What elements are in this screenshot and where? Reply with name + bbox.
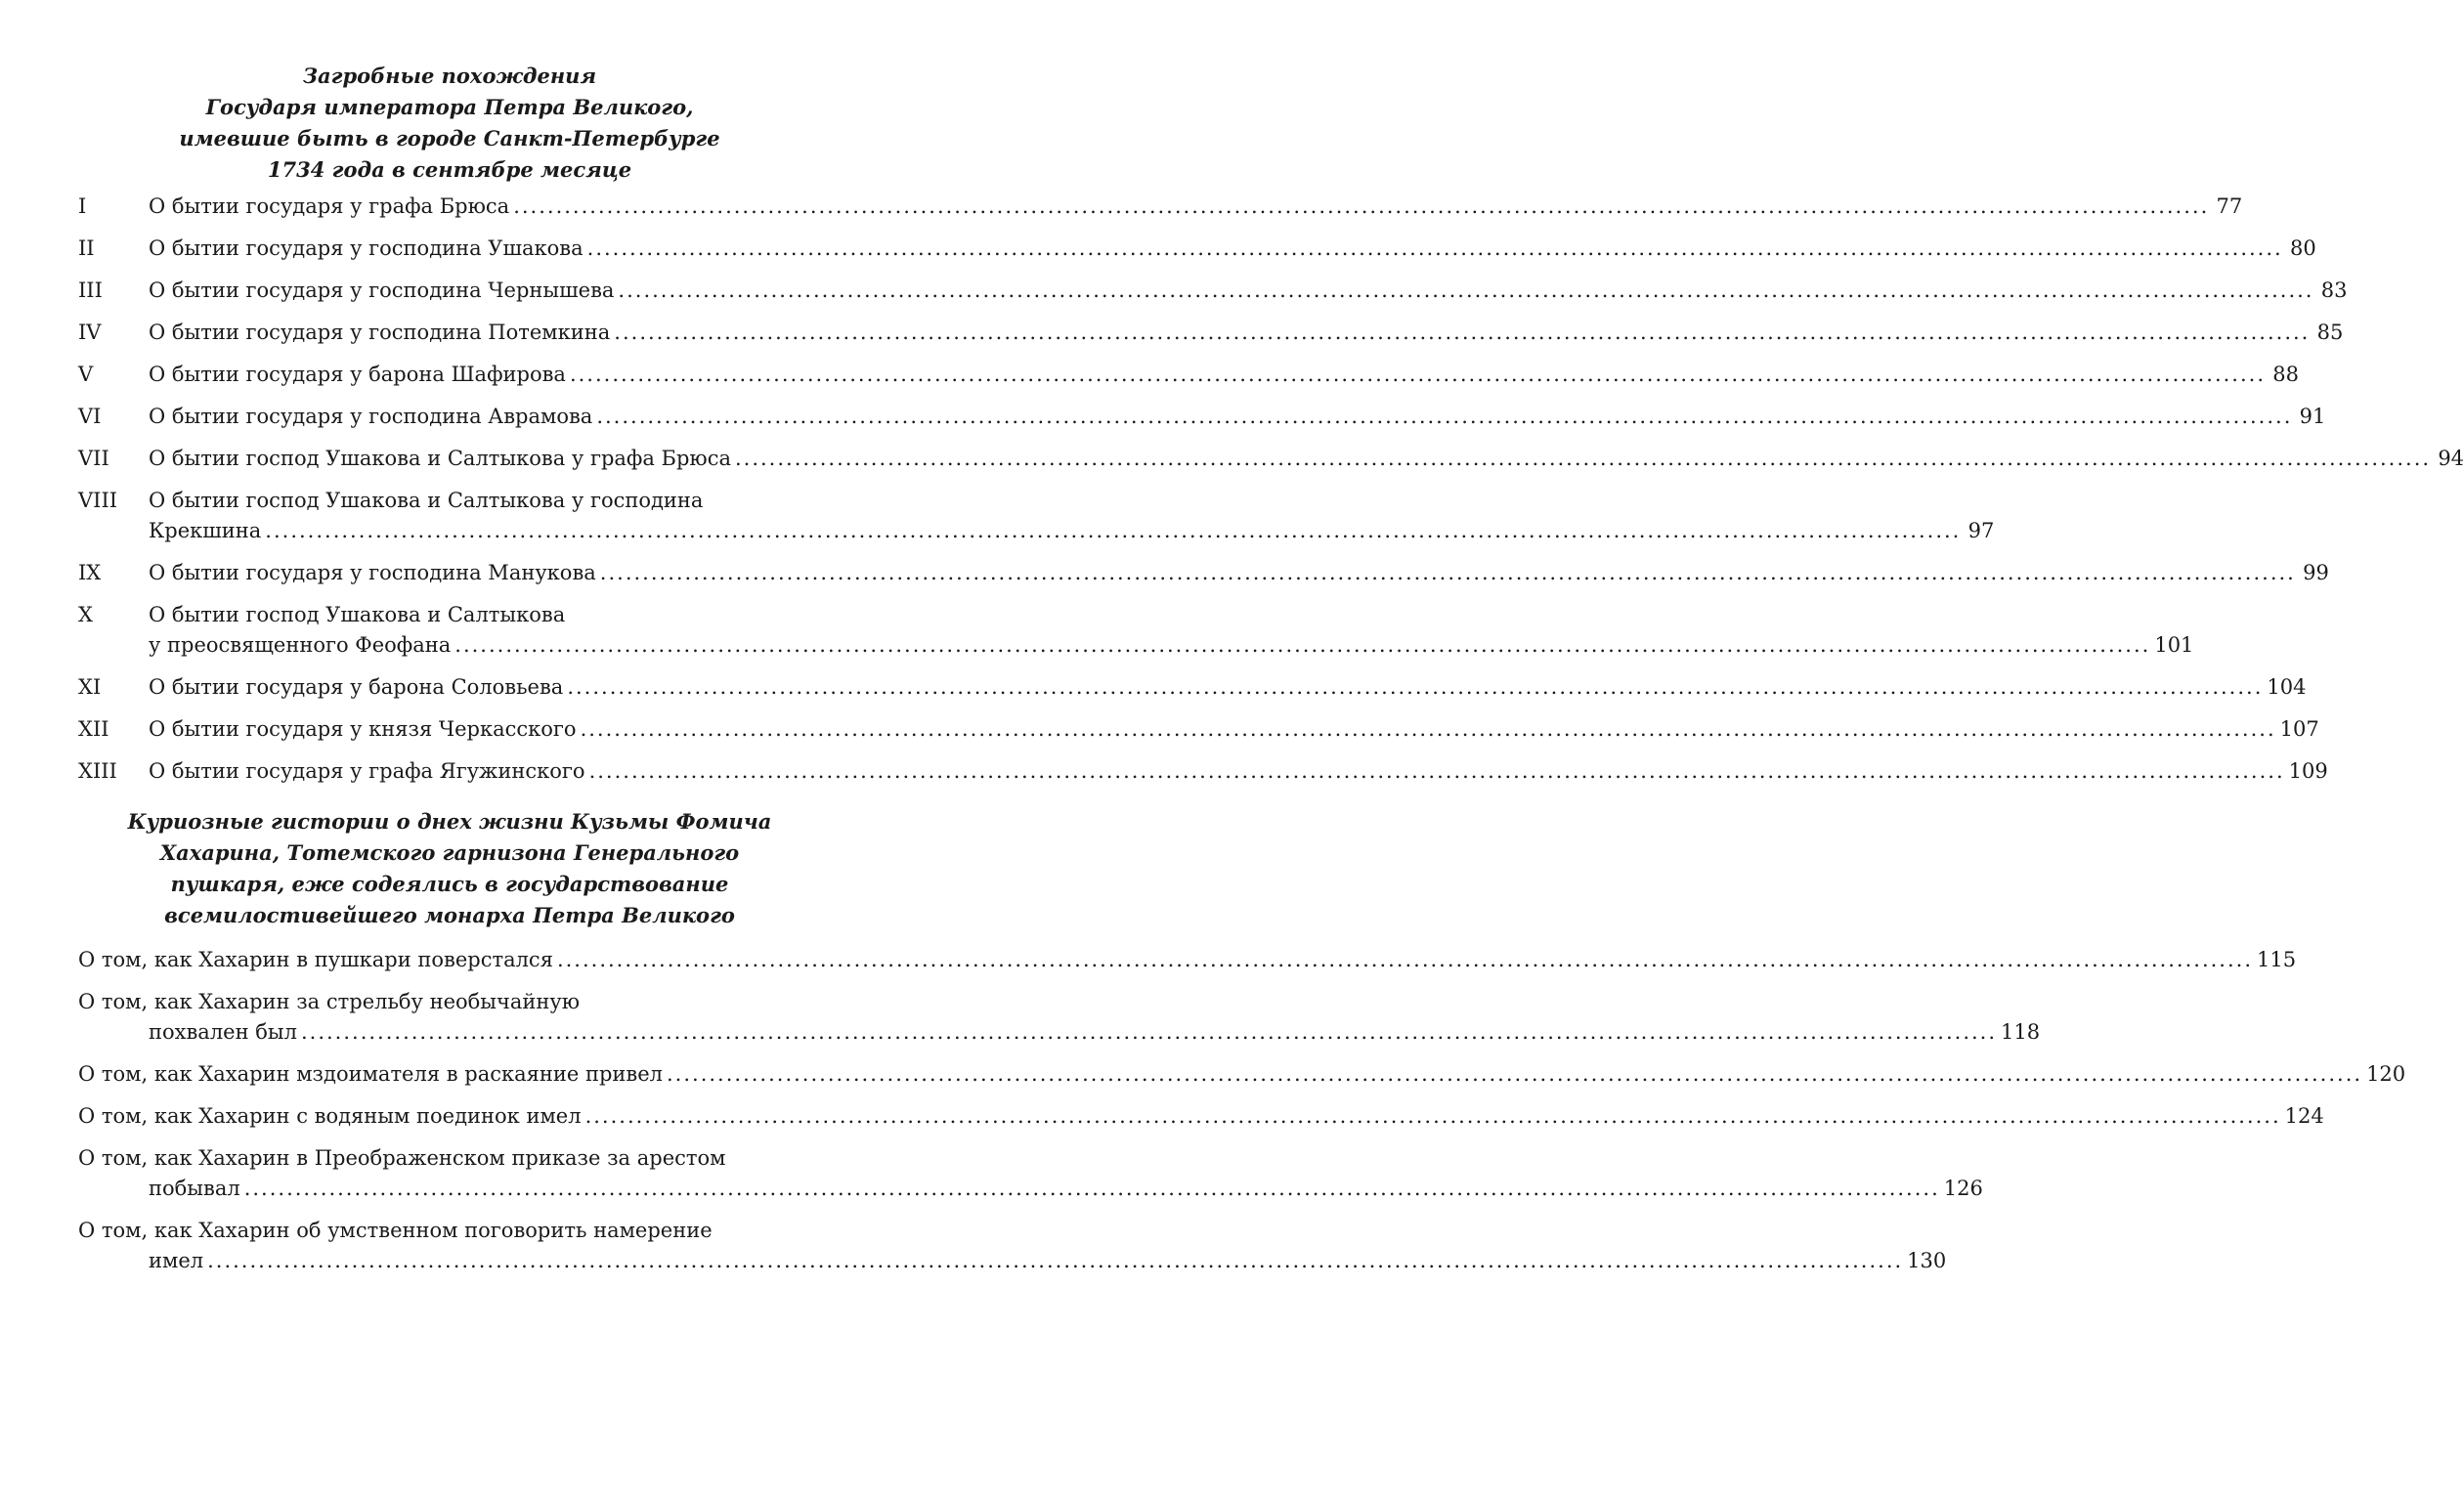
page-number: 124 [2284, 1104, 2324, 1128]
toc-entry-line [78, 945, 2297, 975]
toc-entry-body [149, 318, 2344, 348]
toc-entry-line [149, 234, 2316, 264]
toc-entry[interactable] [78, 1059, 2406, 1090]
toc-entry-body [149, 486, 1995, 546]
toc-entry-line [149, 558, 2329, 588]
section-2-contents-list [78, 945, 2406, 1276]
toc-entry-title: О бытии государя у графа Ягужинского [149, 759, 585, 783]
page-number: 130 [1907, 1249, 1947, 1272]
section-2-title-line: всемилостивейшего монарха Петра Великого [164, 903, 735, 927]
toc-entry[interactable] [78, 402, 2326, 432]
page-number: 80 [2289, 236, 2316, 260]
toc-entry[interactable] [78, 1216, 1947, 1276]
toc-entry-line [78, 1174, 1983, 1204]
dot-leader [585, 1101, 2281, 1132]
chapter-number: IV [78, 321, 102, 344]
section-1-title-line: имевшие быть в городе Санкт-Петербурге [179, 126, 720, 150]
toc-entry-body [78, 1101, 2324, 1132]
toc-entry-body [149, 600, 2194, 661]
toc-entry-title: О бытии государя у господина Ушакова [149, 236, 584, 260]
page-number: 88 [2272, 363, 2299, 386]
toc-entry-title: О бытии государя у барона Шафирова [149, 363, 566, 386]
toc-entry-line [149, 444, 2464, 474]
page-number: 83 [2320, 279, 2348, 302]
page-number: 85 [2316, 321, 2344, 344]
page-number: 126 [1943, 1177, 1983, 1200]
toc-entry-line [149, 756, 2328, 787]
dot-leader [618, 276, 2313, 306]
toc-entry[interactable] [78, 1101, 2324, 1132]
toc-entry-line [149, 630, 2194, 661]
toc-entry[interactable] [78, 192, 2243, 222]
toc-entry-body [149, 558, 2329, 588]
toc-entry-title: О том, как Хахарин с водяным поединок имел [78, 1104, 582, 1128]
toc-entry-body [149, 192, 2243, 222]
toc-entry-line [78, 1246, 1947, 1276]
dot-leader [557, 945, 2253, 975]
dot-leader [596, 402, 2292, 432]
section-1-title-line: Загробные похождения [302, 64, 597, 88]
toc-entry[interactable] [78, 945, 2297, 975]
chapter-number: V [78, 363, 94, 386]
toc-entry[interactable] [78, 600, 2194, 661]
toc-entry[interactable] [78, 234, 2316, 264]
toc-entry[interactable] [78, 276, 2348, 306]
toc-entry-body [149, 276, 2348, 306]
toc-entry-line [149, 276, 2348, 306]
dot-leader [244, 1174, 1940, 1204]
toc-entry-line [149, 360, 2299, 390]
dot-leader [570, 360, 2266, 390]
dot-leader [667, 1059, 2362, 1090]
toc-entry-title: О бытии государя у господина Чернышева [149, 279, 615, 302]
toc-entry-title: О бытии государя у господина Аврамова [149, 405, 593, 428]
toc-entry-title: имел [149, 1249, 204, 1272]
toc-entry-title-first-line: О том, как Хахарин об умственном поговорить намерение [78, 1219, 713, 1242]
toc-entry-line [78, 1101, 2324, 1132]
toc-entry-body [149, 672, 2307, 703]
toc-entry[interactable] [78, 318, 2344, 348]
dot-leader [587, 234, 2283, 264]
chapter-number: II [78, 236, 95, 260]
chapter-number: I [78, 194, 87, 218]
toc-entry[interactable] [78, 672, 2307, 703]
toc-entry-line [149, 714, 2319, 745]
chapter-number: XI [78, 675, 102, 699]
toc-entry-title: О бытии государя у князя Черкасского [149, 717, 577, 741]
page-number: 109 [2288, 759, 2328, 783]
chapter-number: X [78, 603, 93, 626]
toc-entry-title: у преосвященного Феофана [149, 633, 452, 657]
toc-entry-body [78, 987, 2041, 1048]
page-number: 77 [2216, 194, 2243, 218]
toc-entry-line [149, 672, 2307, 703]
toc-entry-body [78, 1216, 1947, 1276]
dot-leader [581, 714, 2276, 745]
toc-entry-title: О бытии государя у господина Манукова [149, 561, 596, 584]
toc-entry-body [149, 360, 2299, 390]
dot-leader [265, 516, 1961, 546]
toc-entry-body [78, 945, 2297, 975]
page-number: 91 [2299, 405, 2326, 428]
toc-entry-title: О том, как Хахарин в пушкари поверстался [78, 948, 553, 971]
toc-entry-title-first-line: О бытии господ Ушакова и Салтыкова у господина [149, 489, 704, 512]
toc-entry-body [78, 1143, 1983, 1204]
toc-entry-title: Крекшина [149, 519, 262, 542]
toc-entry[interactable] [78, 714, 2319, 745]
page-number: 107 [2279, 717, 2319, 741]
chapter-number: VII [78, 447, 109, 470]
page-number: 104 [2267, 675, 2307, 699]
section-1-title [78, 61, 821, 186]
toc-entry-body [149, 402, 2326, 432]
toc-entry-body [78, 1059, 2406, 1090]
section-1-title-line: Государя императора Петра Великого, [205, 95, 694, 119]
toc-entry-body [149, 714, 2319, 745]
chapter-number: XIII [78, 759, 117, 783]
toc-entry-line [149, 318, 2344, 348]
toc-entry-title-first-line: О бытии господ Ушакова и Салтыкова [149, 603, 566, 626]
toc-entry-line [149, 516, 1995, 546]
table-of-contents-page [78, 61, 2464, 1288]
page-number: 94 [2438, 447, 2464, 470]
dot-leader [567, 672, 2263, 703]
toc-entry-title-first-line: О том, как Хахарин в Преображенском приказе за арестом [78, 1146, 726, 1170]
chapter-number: XII [78, 717, 109, 741]
section-2-title-line: Куриозные гистории о днех жизни Кузьмы Фомича [127, 809, 772, 834]
toc-entry[interactable] [78, 558, 2329, 588]
toc-entry[interactable] [78, 1143, 1983, 1204]
dot-leader [513, 192, 2209, 222]
toc-entry[interactable] [78, 987, 2041, 1048]
page-number: 118 [2001, 1020, 2041, 1044]
dot-leader [454, 630, 2150, 661]
dot-leader [301, 1017, 1997, 1048]
section-2-title [78, 806, 821, 931]
toc-entry-title: побывал [149, 1177, 240, 1200]
toc-entry-line [149, 402, 2326, 432]
page-number: 97 [1967, 519, 1995, 542]
toc-entry-title-first-line: О том, как Хахарин за стрельбу необычайную [78, 990, 581, 1013]
toc-entry-line [149, 192, 2243, 222]
toc-entry[interactable] [78, 444, 2464, 474]
page-number: 99 [2303, 561, 2329, 584]
page-number: 101 [2154, 633, 2194, 657]
section-1-title-line: 1734 года в сентябре месяце [267, 157, 632, 182]
chapter-number: VI [78, 405, 102, 428]
toc-entry-title: О бытии государя у барона Соловьева [149, 675, 564, 699]
toc-entry-body [149, 756, 2328, 787]
toc-entry-title: О бытии государя у графа Брюса [149, 194, 510, 218]
dot-leader [735, 444, 2431, 474]
section-2-title-line: пушкаря, еже содеялись в государствование [170, 872, 729, 896]
chapter-number: VIII [78, 489, 118, 512]
dot-leader [589, 756, 2285, 787]
page-number: 115 [2257, 948, 2297, 971]
toc-entry-title: О том, как Хахарин мздоимателя в раскаяние привел [78, 1062, 663, 1086]
toc-entry-line [78, 1017, 2041, 1048]
chapter-number: III [78, 279, 103, 302]
dot-leader [207, 1246, 1903, 1276]
toc-entry-title: О бытии господ Ушакова и Салтыкова у графа Брюса [149, 447, 731, 470]
toc-entry[interactable] [78, 360, 2299, 390]
toc-entry-title: похвален был [149, 1020, 297, 1044]
toc-entry-body [149, 444, 2464, 474]
section-2-title-line: Хахарина, Тотемского гарнизона Генерального [159, 840, 740, 865]
toc-entry-line [78, 1059, 2406, 1090]
dot-leader [600, 558, 2296, 588]
page-number: 120 [2366, 1062, 2406, 1086]
chapter-number: IX [78, 561, 102, 584]
section-1-contents-list [78, 192, 2464, 787]
toc-entry[interactable] [78, 756, 2328, 787]
toc-entry-body [149, 234, 2316, 264]
toc-entry[interactable] [78, 486, 1995, 546]
toc-entry-title: О бытии государя у господина Потемкина [149, 321, 611, 344]
dot-leader [614, 318, 2310, 348]
